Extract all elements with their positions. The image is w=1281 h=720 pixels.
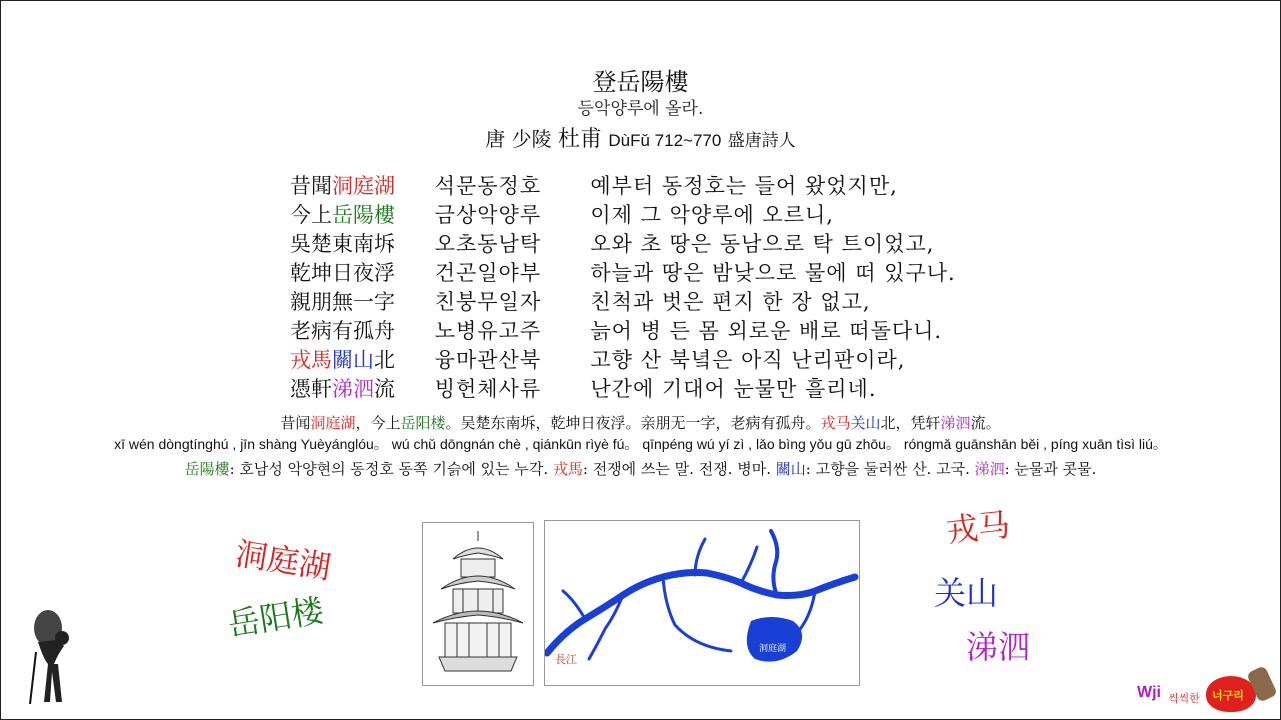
poem-hanja: 昔聞洞庭湖 bbox=[290, 174, 395, 198]
note-term: 涕泗 bbox=[974, 460, 1005, 478]
poem-reading: 노병유고주 bbox=[434, 319, 542, 343]
calligraphy-dongting: 洞庭湖 bbox=[232, 534, 334, 587]
poem-reading: 오초동남탁 bbox=[434, 232, 542, 256]
calligraphy-guanshan: 关山 bbox=[934, 574, 999, 612]
poem-hanja: 吳楚東南坼 bbox=[290, 232, 395, 256]
note-term: 戎馬 bbox=[552, 460, 583, 478]
map-label-yangtze: 長江 bbox=[555, 653, 577, 666]
poem-hanja: 親朋無一字 bbox=[290, 290, 395, 314]
vocabulary-notes bbox=[0, 458, 1281, 479]
poem-subtitle: 등악양루에 올라. bbox=[577, 99, 704, 119]
note-text: : 호남성 악양현의 동정호 동쪽 기슭에 있는 누각. bbox=[229, 460, 553, 478]
note-text: : 전쟁에 쓰는 말. 전쟁. 병마. bbox=[582, 460, 776, 478]
simplified-chinese-line: 昔闻洞庭湖，今上岳阳楼。吴楚东南坼，乾坤日夜浮。亲朋无一字，老病有孤舟。戎马关山北，凭轩涕泗流。 bbox=[280, 414, 1001, 432]
river-map-graphic bbox=[545, 521, 859, 685]
poem-body bbox=[290, 172, 956, 404]
poem-translation: 예부터 동정호는 들어 왔었지만, bbox=[590, 174, 898, 198]
poem-line bbox=[290, 375, 956, 404]
poem-title: 登岳陽樓 bbox=[592, 68, 689, 96]
author-latin: DùFǔ 712~770 bbox=[608, 131, 722, 150]
poem-line bbox=[290, 230, 956, 259]
poem-reading: 융마관산북 bbox=[434, 348, 542, 372]
poem-reading: 금상악양루 bbox=[434, 203, 542, 227]
note-term: 岳陽樓 bbox=[184, 460, 230, 478]
poem-translation: 고향 산 북녘은 아직 난리판이라, bbox=[590, 348, 906, 372]
yueyang-tower-image bbox=[422, 522, 534, 686]
poem-reading: 석문동정호 bbox=[434, 174, 542, 198]
map-label-lake: 洞庭湖 bbox=[759, 644, 787, 654]
note-term: 關山 bbox=[775, 460, 806, 478]
poem-translation: 오와 초 땅은 동남으로 탁 트이었고, bbox=[590, 232, 935, 256]
calligraphy-tisi: 涕泗 bbox=[966, 628, 1031, 666]
poem-translation: 친척과 벗은 편지 한 장 없고, bbox=[590, 290, 871, 314]
hiker-silhouette-icon bbox=[18, 608, 74, 706]
note-text: : 고향을 둘러싼 산. 고국. bbox=[805, 460, 975, 478]
author-name: 杜甫 bbox=[558, 127, 603, 152]
author-prefix: 唐 少陵 bbox=[485, 127, 552, 151]
poem-hanja: 憑軒涕泗流 bbox=[290, 377, 395, 401]
author-suffix: 盛唐詩人 bbox=[727, 131, 796, 151]
calligraphy-yueyang: 岳阳楼 bbox=[225, 591, 327, 644]
poem-line bbox=[290, 288, 956, 317]
poem-line bbox=[290, 259, 956, 288]
brand-wji: Wji bbox=[1137, 684, 1161, 701]
poem-line bbox=[290, 317, 956, 346]
poem-hanja: 老病有孤舟 bbox=[290, 319, 395, 343]
poem-translation: 늙어 병 든 몸 외로운 배로 떠돌다니. bbox=[590, 319, 943, 343]
poem-hanja: 今上岳陽樓 bbox=[290, 203, 395, 227]
poem-reading: 건곤일야부 bbox=[434, 261, 542, 285]
poem-line bbox=[290, 346, 956, 375]
dongting-lake-map bbox=[544, 520, 860, 686]
poem-hanja: 乾坤日夜浮 bbox=[290, 261, 395, 285]
brand-logo-icon: 너구리 bbox=[1206, 676, 1256, 712]
poem-line bbox=[290, 201, 956, 230]
poem-hanja: 戎馬關山北 bbox=[290, 348, 395, 372]
poem-translation: 이제 그 악양루에 오르니, bbox=[590, 203, 834, 227]
poem-translation: 난간에 기대어 눈물만 흘리네. bbox=[590, 377, 877, 401]
poem-line bbox=[290, 172, 956, 201]
poem-translation: 하늘과 땅은 밤낮으로 물에 떠 있구나. bbox=[590, 261, 956, 285]
author-line bbox=[0, 122, 1281, 153]
note-text: : 눈물과 콧물. bbox=[1004, 460, 1097, 478]
poem-reading: 빙헌체사류 bbox=[434, 377, 542, 401]
poem-reading: 친붕무일자 bbox=[434, 290, 542, 314]
brand-korean: 씩씩한 bbox=[1168, 693, 1200, 705]
calligraphy-rongma: 戎马 bbox=[944, 505, 1012, 550]
pinyin-line: xī wén dòngtínghú , jīn shàng Yuèyánglóu。 wú chǔ dōngnán chè , qiánkūn rìyè fú。 qīnpéng wú yí zì , lǎo bìng yǒu gū zhōu。 róngmǎ guānshān běi , píng xuān tìsì liú。 bbox=[114, 436, 1167, 452]
